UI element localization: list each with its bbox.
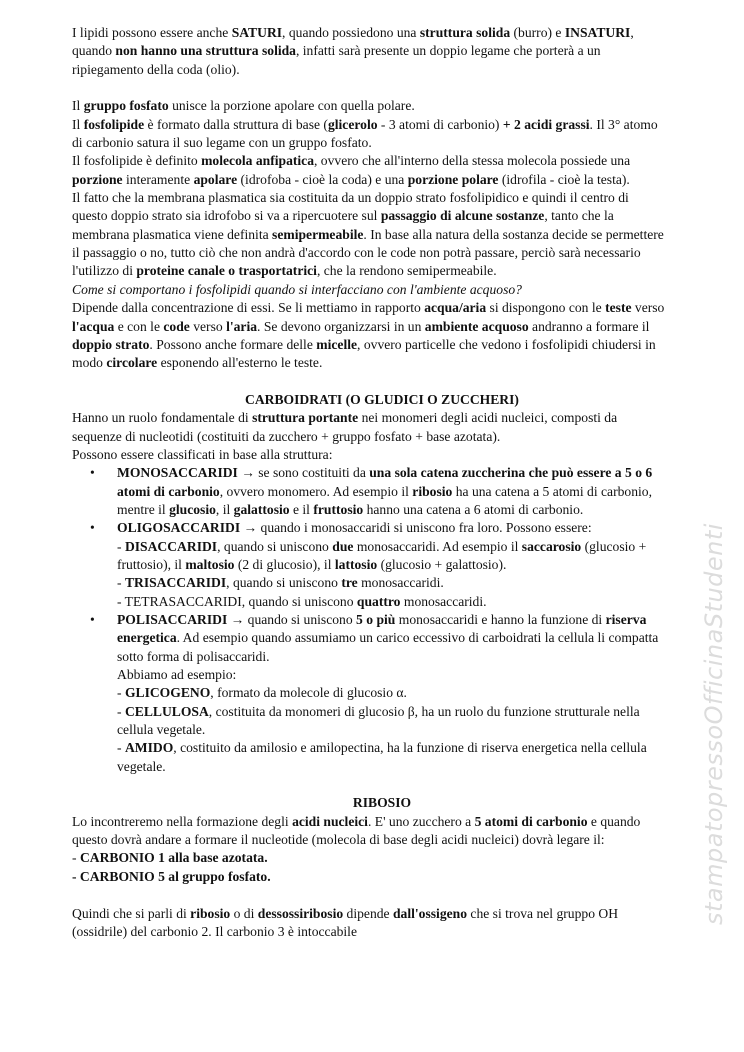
text-line (72, 446, 692, 464)
text-span: membrana plasmatica viene definita (72, 226, 273, 242)
bold-text: proteine canale o trasportatrici (136, 263, 317, 279)
text-line (72, 318, 692, 336)
text-span: , che la rendono semipermeabile. (316, 263, 497, 279)
text-span: e il (289, 501, 314, 517)
bold-text: tre (341, 575, 358, 591)
text-line (72, 226, 692, 244)
bold-text: circolare (106, 355, 158, 371)
text-line (72, 684, 692, 702)
text-span: se sono costituiti da (254, 465, 370, 481)
text-span: (glucosio + galattosio). (377, 556, 507, 572)
bullet-icon: • (90, 612, 95, 627)
text-line (72, 428, 692, 446)
bullet-item (72, 611, 692, 629)
bold-text: struttura portante (252, 410, 359, 426)
text-span: verso (189, 318, 227, 334)
bold-text: CARBONIO 1 alla base azotata. (79, 850, 268, 866)
bold-text: una sola catena zuccherina che può essere a 5 o 6 (369, 465, 653, 481)
text-span: cellula vegetale. (117, 722, 206, 738)
text-span: andranno a formare il (528, 318, 650, 334)
bold-text: non hanno una struttura solida (115, 43, 296, 59)
text-line (72, 189, 692, 207)
text-span: esponendo all'esterno le teste. (157, 355, 323, 371)
bold-text: fosfolipide (83, 116, 145, 132)
text-span: di carbonio satura il suo legame con un gruppo fosfato. (72, 135, 372, 151)
text-span: monosaccaridi. Ad esempio il (353, 538, 522, 554)
text-line (72, 831, 692, 849)
text-line (72, 721, 692, 739)
text-line (72, 923, 692, 941)
text-span: che si trova nel gruppo OH (467, 905, 619, 921)
bold-text: struttura solida (419, 25, 511, 40)
section-heading (72, 391, 692, 409)
bullet-icon: • (90, 520, 95, 536)
text-line (72, 739, 692, 757)
bold-text: lattosio (334, 556, 378, 572)
text-span: sequenze di nucleotidi (costituiti da zucchero + gruppo fosfato + base azotata). (72, 428, 501, 444)
text-span: . Se devono organizzarsi in un (257, 318, 425, 334)
text-span: , il (215, 501, 234, 517)
bold-text: atomi di carbonio (117, 483, 220, 499)
text-line (72, 24, 692, 42)
bold-text: dessossiribosio (257, 905, 344, 921)
text-span: , ovvero particelle che vedono i fosfolipidi chiudersi in (357, 336, 656, 352)
document-page (72, 24, 692, 941)
bold-text: CARBOIDRATI (O GLUDICI O ZUCCHERI) (245, 391, 519, 407)
text-span: e quando (587, 813, 641, 829)
text-span: , infatti sarà presente un doppio legame che porterà a un (295, 43, 601, 59)
text-span: ha una catena a 5 atomi di carbonio, (452, 483, 652, 499)
text-span: . Ad esempio quando assumiamo un carico eccessivo di carboidrati la cellula li compatta (176, 630, 659, 646)
text-span: - 3 atomi di carbonio) (377, 116, 503, 132)
text-span: modo (72, 355, 107, 371)
text-span: Hanno un ruolo fondamentale di (72, 410, 253, 426)
text-span: il passaggio o no, tutto ciò che non andrà d'accordo con le code non potrà passare, perciò sarà necessario (72, 245, 641, 261)
bold-text: galattosio (233, 501, 290, 517)
text-span: vegetale. (117, 758, 166, 774)
bold-text: TRISACCARIDI (124, 575, 227, 591)
text-line (72, 593, 692, 611)
text-line (72, 483, 692, 501)
text-span: (idrofila - cioè la testa). (498, 171, 630, 187)
text-span: Il (72, 116, 84, 132)
bold-text: molecola anfipatica (201, 153, 314, 169)
text-span: unisce la porzione apolare con quella polare. (168, 98, 415, 114)
text-line (72, 703, 692, 721)
text-span: , costituita da monomeri di glucosio β, ha un ruolo du funzione strutturale nella (208, 703, 640, 719)
bold-text: semipermeabile (272, 226, 364, 242)
bold-text: acidi nucleici (292, 813, 368, 829)
bullet-icon: • (90, 465, 95, 481)
text-span: quando (72, 43, 116, 59)
text-span: questo doppio strato sia idrofobo si va a ripercuotere sul (72, 208, 381, 224)
bold-text: maltosio (185, 556, 235, 572)
text-span: , formato da molecole di glucosio α. (210, 685, 407, 701)
text-span: - (117, 575, 125, 591)
bold-text: ribosio (190, 905, 231, 921)
blank-line (72, 886, 692, 904)
text-line (72, 556, 692, 574)
text-span: mentre il (117, 501, 170, 517)
bold-text: SATURI (231, 25, 283, 40)
text-span: dipende (343, 905, 393, 921)
bold-text: POLISACCARIDI → (117, 612, 245, 627)
text-line (72, 262, 692, 280)
bold-text: DISACCARIDI (124, 538, 218, 554)
blank-line (72, 776, 692, 794)
text-span: Abbiamo ad esempio: (117, 667, 237, 683)
bold-text: passaggio di alcune sostanze (380, 208, 545, 224)
bold-text: 5 o più (356, 612, 396, 627)
text-line (72, 868, 692, 886)
text-line (72, 61, 692, 79)
text-line (72, 171, 692, 189)
text-span: nei monomeri degli acidi nucleici, composti da (358, 410, 618, 426)
text-line (72, 758, 692, 776)
bold-text: energetica (117, 630, 177, 646)
text-line (72, 648, 692, 666)
bold-text: fruttosio (313, 501, 364, 517)
bold-text: CELLULOSA (124, 703, 209, 719)
text-line (72, 538, 692, 556)
bullet-item (72, 464, 692, 482)
bold-text: porzione (72, 171, 123, 187)
text-span: (ossidrile) del carbonio 2. Il carbonio 3 è intoccabile (72, 923, 357, 939)
text-span: , (630, 25, 634, 40)
text-line (72, 244, 692, 262)
text-span: ripiegamento della coda (olio). (72, 61, 240, 77)
bold-text: + 2 acidi grassi (502, 116, 590, 132)
bold-text: riserva (605, 612, 647, 627)
bold-text: GLICOGENO (124, 685, 211, 701)
bold-text: code (163, 318, 190, 334)
text-span: . Il 3° atomo (589, 116, 658, 132)
text-span: . In base alla natura della sostanza decide se permettere (363, 226, 664, 242)
text-line (72, 409, 692, 427)
text-span: - (117, 740, 125, 756)
bold-text: AMIDO (124, 740, 174, 756)
bold-text: INSATURI (564, 25, 631, 40)
watermark: stampatopressoOfficinaStudenti (700, 523, 728, 925)
text-line (72, 134, 692, 152)
section-heading (72, 794, 692, 812)
bold-text: micelle (316, 336, 358, 352)
text-span: quando i monosaccaridi si uniscono fra loro. Possono essere: (257, 520, 592, 536)
text-span: , ovvero che all'interno della stessa molecola possiede una (314, 153, 631, 169)
text-span: , quando si uniscono (226, 575, 342, 591)
text-span: (idrofoba - cioè la coda) e una (237, 171, 408, 187)
text-line (72, 281, 692, 299)
text-span: - (117, 703, 125, 719)
text-span: - (117, 685, 125, 701)
text-span: - (117, 538, 125, 554)
text-span: hanno una catena a 6 atomi di carbonio. (363, 501, 584, 517)
bold-text: ambiente acquoso (424, 318, 529, 334)
text-span: Il (72, 98, 84, 114)
text-span: , costituito da amilosio e amilopectina, ha la funzione di riserva energetica nella cellula (173, 740, 647, 756)
bold-text: teste (605, 300, 632, 316)
text-span: , quando possiedono una (282, 25, 420, 40)
bold-text: dall'ossigeno (392, 905, 468, 921)
text-line (72, 336, 692, 354)
text-span: l'utilizzo di (72, 263, 137, 279)
bold-text: due (332, 538, 354, 554)
text-line (72, 354, 692, 372)
text-span: Il fosfolipide è definito (72, 153, 202, 169)
text-span: è formato dalla struttura di base ( (144, 116, 328, 132)
text-span: Quindi che si parli di (72, 905, 191, 921)
bold-text: l'acqua (72, 318, 115, 334)
bold-text: saccarosio (521, 538, 582, 554)
text-span: (glucosio + (581, 538, 647, 554)
bold-text: ribosio (412, 483, 453, 499)
bold-text: glicerolo (327, 116, 378, 132)
bold-text: l'aria (226, 318, 258, 334)
text-span: Dipende dalla concentrazione di essi. Se li mettiamo in rapporto (72, 300, 425, 316)
text-span: monosaccaridi. (357, 575, 444, 591)
text-span: sotto forma di polisaccaridi. (117, 648, 270, 664)
text-line (72, 813, 692, 831)
text-span: interamente (122, 171, 194, 187)
bold-text: - CARBONIO 5 al gruppo fosfato. (72, 868, 271, 884)
bullet-item (72, 519, 692, 537)
text-span: (2 di glucosio), il (234, 556, 335, 572)
bold-text: RIBOSIO (352, 795, 412, 811)
text-line (72, 116, 692, 134)
text-span: fruttosio), il (117, 556, 186, 572)
text-span: , quando si uniscono (217, 538, 333, 554)
text-span: - (72, 850, 80, 866)
bold-text: quattro (356, 593, 401, 609)
text-line (72, 42, 692, 60)
text-line (72, 207, 692, 225)
text-line (72, 152, 692, 170)
text-line (72, 299, 692, 317)
text-span: , tanto che la (544, 208, 614, 224)
text-line (72, 849, 692, 867)
bold-text: porzione polare (407, 171, 499, 187)
text-span: Lo incontreremo nella formazione degli (72, 813, 293, 829)
text-span: o di (230, 905, 258, 921)
text-span: monosaccaridi. (400, 593, 487, 609)
bold-text: glucosio (169, 501, 216, 517)
blank-line (72, 79, 692, 97)
text-span: quando si uniscono (244, 612, 357, 627)
text-span: si dispongono con le (486, 300, 606, 316)
text-span: verso (631, 300, 665, 316)
bold-text: doppio strato (72, 336, 150, 352)
text-span: I lipidi possono essere anche (72, 25, 232, 40)
text-line (72, 501, 692, 519)
bold-text: OLIGOSACCARIDI → (117, 520, 258, 536)
text-line (72, 666, 692, 684)
blank-line (72, 373, 692, 391)
bold-text: apolare (193, 171, 238, 187)
text-span: monosaccaridi e hanno la funzione di (395, 612, 606, 627)
text-span: e con le (114, 318, 164, 334)
text-span: Possono essere classificati in base alla struttura: (72, 446, 333, 462)
text-span: , ovvero monomero. Ad esempio il (219, 483, 413, 499)
bold-text: 5 atomi di carbonio (474, 813, 588, 829)
bold-text: gruppo fosfato (83, 98, 169, 114)
text-span: (burro) e (510, 25, 565, 40)
text-span: questo dovrà andare a formare il nucleotide (molecola di base degli acidi nucleici) dovrà legare il: (72, 832, 605, 848)
text-span: . E' uno zucchero a (367, 813, 475, 829)
text-span: - TETRASACCARIDI, quando si uniscono (117, 593, 357, 609)
text-line (72, 97, 692, 115)
italic-text: Come si comportano i fosfolipidi quando si interfacciano con l'ambiente acquoso? (72, 281, 522, 297)
text-line (72, 574, 692, 592)
bold-text: acqua/aria (424, 300, 487, 316)
bold-text: MONOSACCARIDI → (117, 465, 255, 481)
text-span: . Possono anche formare delle (149, 336, 317, 352)
text-line (72, 629, 692, 647)
text-span: Il fatto che la membrana plasmatica sia costituita da un doppio strato fosfolipidico e quindi il centro di (72, 190, 629, 206)
text-line (72, 905, 692, 923)
